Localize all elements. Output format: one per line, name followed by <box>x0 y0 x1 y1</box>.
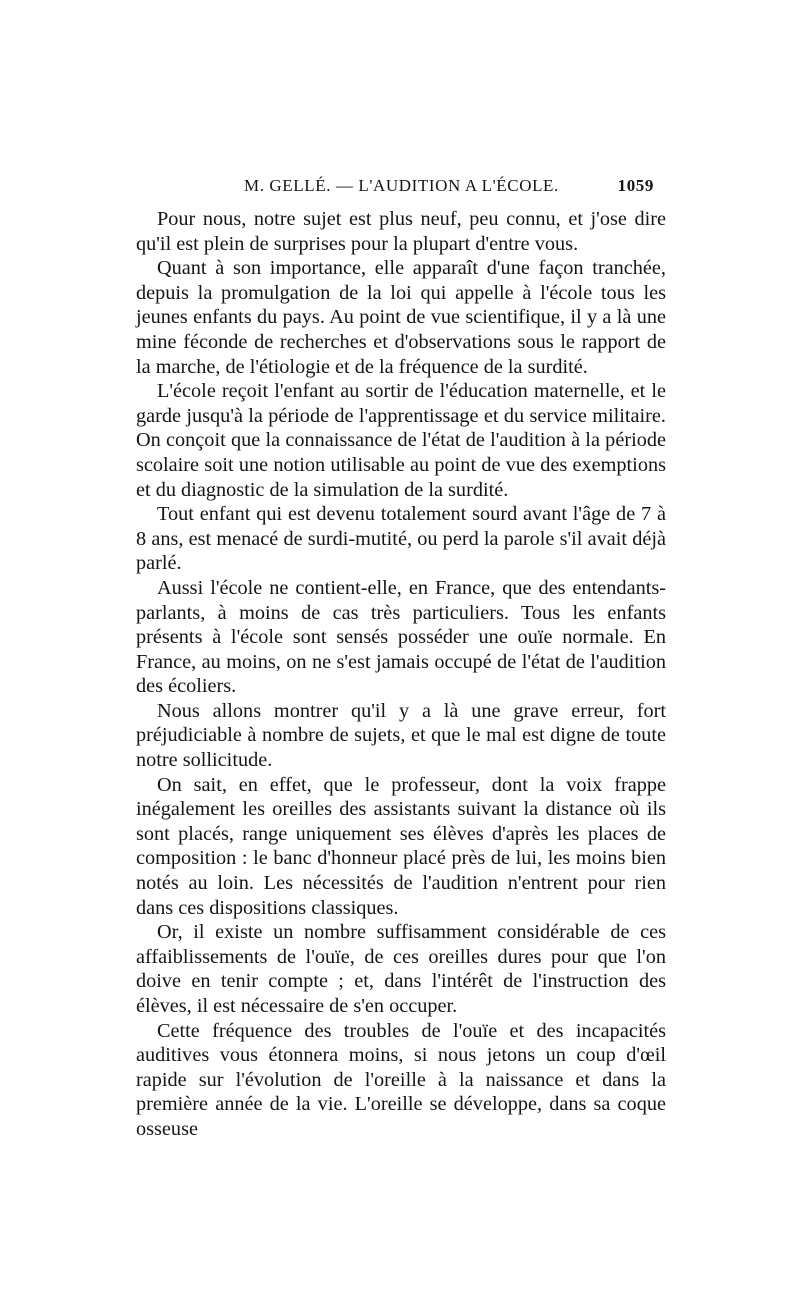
paragraph: On sait, en effet, que le professeur, dont la voix frappe inégalement les oreilles des assistants suivant la distance où ils sont placés, range uniquement ses élèves d'après les places de composition : le banc d'honneur placé près de lui, les moins bien notés au loin. Les nécessités de l'audition n'entrent pour rien dans ces dispositions classiques. <box>136 773 666 919</box>
paragraph: L'école reçoit l'enfant au sortir de l'éducation maternelle, et le garde jusqu'à la période de l'apprentissage et du service militaire. On conçoit que la connaissance de l'état de l'audition à la période scolaire soit une notion utilisable au point de vue des exemptions et du diagnostic de la simulation de la surdité. <box>136 380 666 501</box>
paragraph: Tout enfant qui est devenu totalement sourd avant l'âge de 7 à 8 ans, est menacé de surdi-mutité, ou perd la parole s'il avait déjà parlé. <box>136 503 666 575</box>
page-number: 1059 <box>617 176 654 195</box>
paragraph: Nous allons montrer qu'il y a là une grave erreur, fort préjudiciable à nombre de sujets, et que le mal est digne de toute notre sollicitude. <box>136 699 666 772</box>
paragraph: Cette fréquence des troubles de l'ouïe et des incapacités auditives vous étonnera moins, si nous jetons un coup d'œil rapide sur l'évolution de l'oreille à la naissance et dans la première année de la vie. L'oreille se développe, dans sa coque osseuse <box>136 1019 666 1140</box>
running-header <box>136 176 666 200</box>
paragraph: Or, il existe un nombre suffisamment considérable de ces affaiblissements de l'ouïe, de ces oreilles dures pour que l'on doive en tenir compte ; et, dans l'intérêt de l'instruction des élèves, il est nécessaire de s'en occuper. <box>136 921 666 1017</box>
paragraph: Quant à son importance, elle apparaît d'une façon tranchée, depuis la promulgation de la loi qui appelle à l'école tous les jeunes enfants du pays. Au point de vue scientifique, il y a là une mine féconde de recherches et d'observations sous le rapport de la marche, de l'étiologie et de la fréquence de la surdité. <box>136 257 666 378</box>
running-title: M. GELLÉ. — L'AUDITION A L'ÉCOLE. <box>244 176 559 195</box>
body-text <box>136 207 666 1142</box>
paragraph: Aussi l'école ne contient-elle, en France, que des entendants-parlants, à moins de cas très particuliers. Tous les enfants présents à l'école sont sensés posséder une ouïe normale. En France, au moins, on ne s'est jamais occupé de l'état de l'audition des écoliers. <box>136 576 666 698</box>
paragraph: Pour nous, notre sujet est plus neuf, peu connu, et j'ose dire qu'il est plein de surprises pour la plupart d'entre vous. <box>136 208 666 255</box>
